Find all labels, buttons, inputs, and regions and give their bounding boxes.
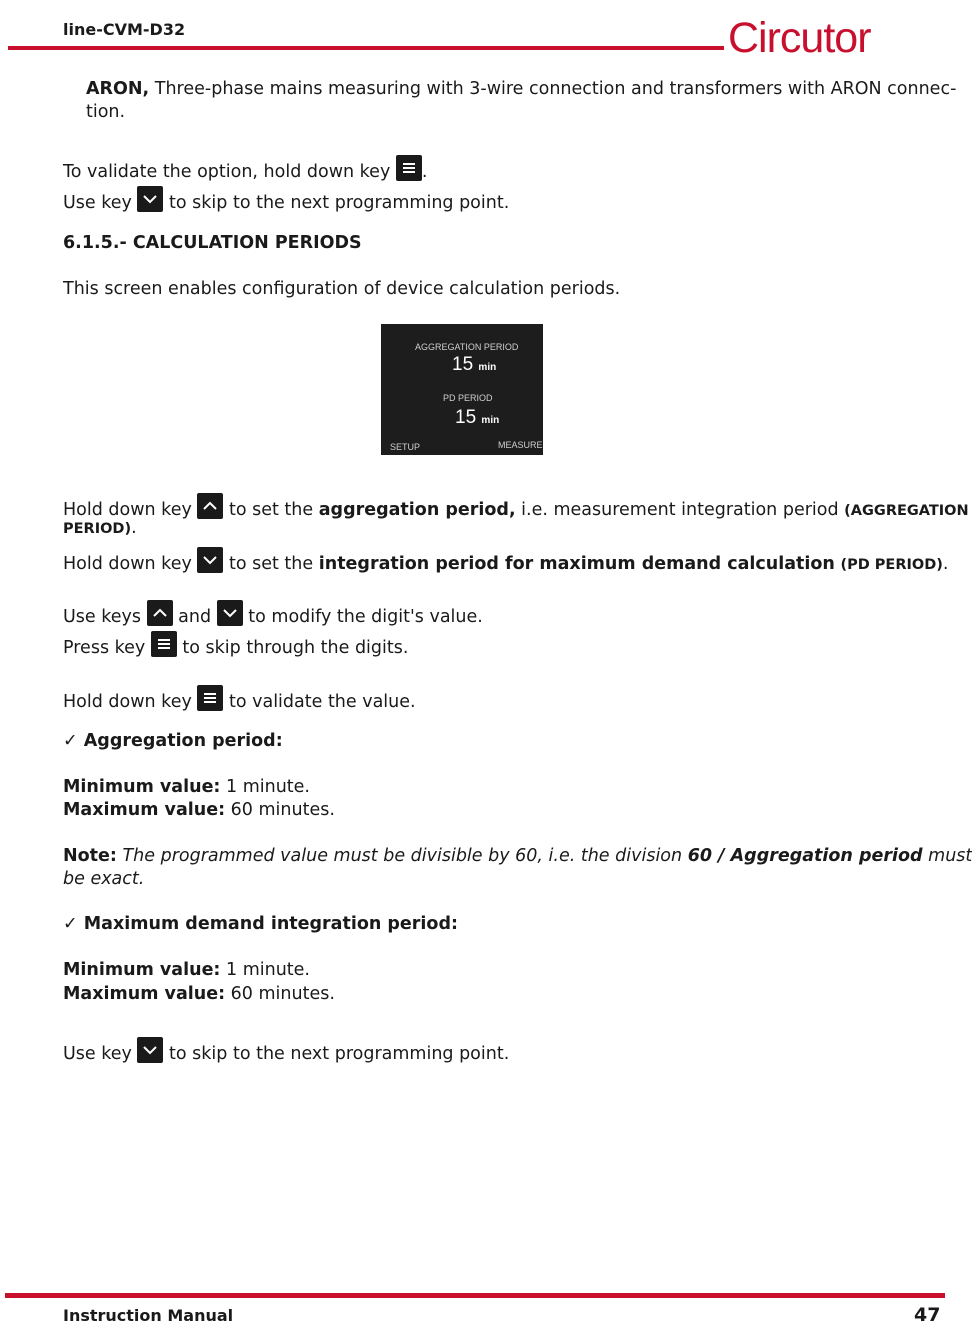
section-heading: 6.1.5.- CALCULATION PERIODS [63, 233, 362, 253]
aggregation-value-number: 15 [452, 354, 474, 375]
note-bold: 60 / Aggregation period [687, 846, 923, 866]
footer-rule [5, 1293, 945, 1298]
validate-period: . [421, 162, 428, 182]
hold-up-end: . [131, 518, 137, 538]
down-key-icon [217, 600, 243, 626]
validate-line [63, 155, 427, 182]
down-key-icon [197, 547, 223, 573]
validate-text: To validate the option, hold down key [63, 162, 391, 182]
check-icon: ✓ [63, 731, 78, 751]
aggregation-value-unit: min [478, 362, 497, 373]
hold-up-middle: to set the [228, 500, 314, 520]
note-line-1 [63, 846, 972, 866]
press-key-after: to skip through the digits. [182, 638, 409, 658]
hold-up-small: (AGGREGATION [844, 503, 969, 519]
skip-text-before: Use key [63, 1044, 132, 1064]
measure-softkey-label: MEASURE [498, 440, 543, 450]
down-key-icon [137, 186, 163, 212]
aron-term: ARON, [86, 79, 150, 99]
pd-period-label: PD PERIOD [443, 393, 493, 403]
maxdemand-heading-text: Maximum demand integration period: [83, 914, 458, 934]
skip-text-before: Use key [63, 193, 132, 213]
hold-up-line-2 [63, 518, 137, 538]
aggregation-max [63, 800, 335, 820]
maxdemand-heading [63, 914, 458, 934]
down-key-icon [137, 1037, 163, 1063]
skip-line-2 [63, 1037, 509, 1064]
setup-softkey-label: SETUP [390, 442, 421, 452]
hold-up-line [63, 493, 969, 520]
note-label: Note: [63, 846, 117, 866]
use-keys-text: Use keys [63, 607, 142, 627]
hold-down-bold: integration period for maximum demand calculation [318, 554, 835, 574]
hold-validate-after: to validate the value. [228, 692, 416, 712]
up-key-icon [197, 493, 223, 519]
hold-down-middle: to set the [228, 554, 314, 574]
pd-period-value [455, 407, 499, 429]
hold-down-text: Hold down key [63, 554, 192, 574]
hold-up-small-2: PERIOD) [63, 521, 132, 537]
check-icon: ✓ [63, 914, 78, 934]
hold-down-end: . [942, 554, 949, 574]
max-label: Maximum value: [63, 800, 226, 820]
footer-title: Instruction Manual [63, 1306, 234, 1325]
note-text-2: must [928, 846, 972, 866]
min-value: 1 minute. [226, 777, 310, 797]
note-line-2: be exact. [63, 869, 145, 889]
maxdemand-max [63, 984, 335, 1004]
pd-value-unit: min [481, 415, 500, 426]
press-key-line [63, 631, 408, 658]
hold-up-text: Hold down key [63, 500, 192, 520]
min-label: Minimum value: [63, 777, 221, 797]
menu-key-icon [151, 631, 177, 657]
min-value: 1 minute. [226, 960, 310, 980]
aggregation-min [63, 777, 310, 797]
menu-key-icon [396, 155, 422, 181]
hold-down-small: (PD PERIOD) [840, 557, 943, 573]
aggregation-period-label: AGGREGATION PERIOD [415, 342, 519, 352]
hold-validate-text: Hold down key [63, 692, 192, 712]
device-display [381, 324, 543, 455]
hold-validate-line [63, 685, 416, 712]
aron-text: Three-phase mains measuring with 3-wire connection and transformers with ARON connec- [154, 79, 957, 99]
hold-up-rest: i.e. measurement integration period [521, 500, 839, 520]
pd-value-number: 15 [455, 407, 477, 428]
use-keys-and: and [178, 607, 212, 627]
brand-logo: Circutor [728, 14, 871, 62]
aggregation-heading [63, 731, 283, 751]
skip-line-1 [63, 186, 509, 213]
max-label: Maximum value: [63, 984, 226, 1004]
maxdemand-min [63, 960, 310, 980]
note-text-1: The programmed value must be divisible by 60, i.e. the division [122, 846, 683, 866]
aggregation-heading-text: Aggregation period: [83, 731, 283, 751]
use-keys-line [63, 600, 483, 627]
aggregation-period-value [452, 354, 496, 376]
section-intro: This screen enables configuration of device calculation periods. [63, 279, 621, 299]
min-label: Minimum value: [63, 960, 221, 980]
use-keys-after: to modify the digit's value. [248, 607, 483, 627]
aron-line-1 [86, 79, 956, 99]
skip-text-after: to skip to the next programming point. [169, 1044, 510, 1064]
press-key-text: Press key [63, 638, 146, 658]
header-rule [8, 46, 724, 50]
menu-key-icon [197, 685, 223, 711]
hold-down-line [63, 547, 948, 574]
hold-up-bold: aggregation period, [318, 500, 516, 520]
max-value: 60 minutes. [230, 984, 335, 1004]
up-key-icon [147, 600, 173, 626]
skip-text-after: to skip to the next programming point. [169, 193, 510, 213]
aron-line-2: tion. [86, 102, 126, 122]
header-title: line-CVM-D32 [63, 20, 186, 39]
page-number: 47 [914, 1304, 941, 1326]
max-value: 60 minutes. [230, 800, 335, 820]
